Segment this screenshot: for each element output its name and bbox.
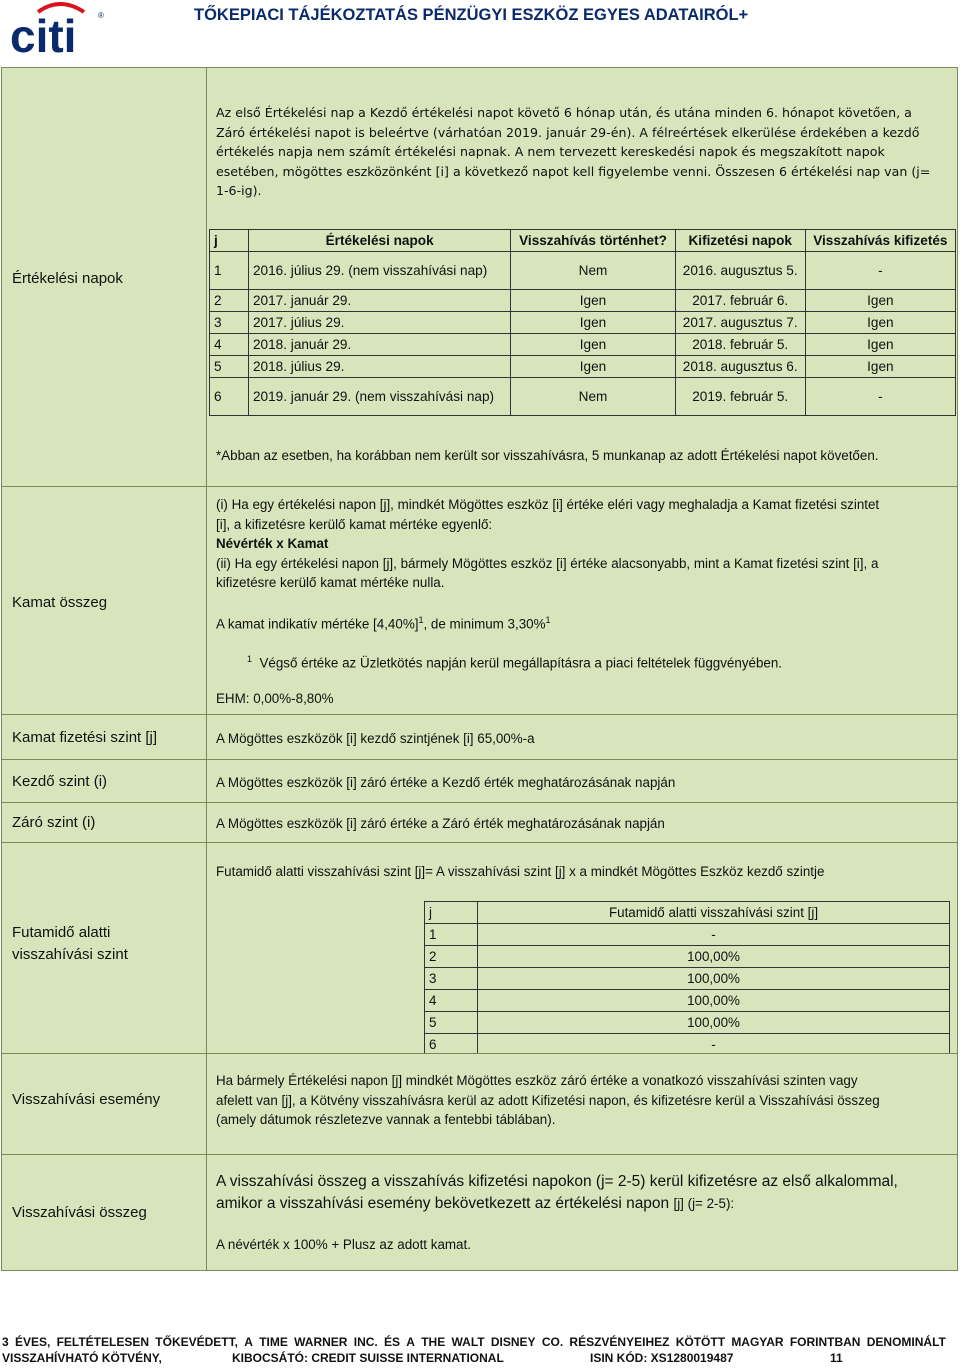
- table-row: 1 -: [425, 924, 950, 946]
- content-cell: [206, 67, 958, 487]
- valuation-table: [209, 229, 956, 416]
- page-title: TŐKEPIACI TÁJÉKOZTATÁS PÉNZÜGYI ESZKÖZ EGYES ADATAIRÓL+: [194, 6, 749, 24]
- table-header: j Értékelési napok Visszahívás történhet? Kifizetési napok Visszahívás kifizetés: [210, 230, 956, 252]
- label-kamat-osszeg: Kamat összeg: [12, 594, 108, 611]
- label-zaro-szint: Záró szint (i): [12, 814, 96, 831]
- table-row: 6 -: [425, 1034, 950, 1056]
- kamat-footnote: $^1$ Végső értéke az Üzletkötés napján kerül megállapításra a piaci feltételek függvényében.: [247, 654, 783, 671]
- visszahivasi-esemeny-text: Ha bármely Értékelési napon [j] mindkét Mögöttes eszköz záró értéke a vonatkozó visszahívási szinten vagy afelett van [j], a Kötvény visszahívásra kerül az adott Kifizetési napon, és kifizetésre kerül a Visszahívási összeg (amely dátumok részletezve vannak a fentebbi táblában).: [216, 1073, 880, 1127]
- zaro-szint-text: A Mögöttes eszközök [i] záró értéke a Záró érték meghatározásának napján: [216, 816, 665, 831]
- table-header: j Futamidő alatti visszahívási szint [j]: [425, 902, 950, 924]
- kamat-fizetesi-szint-text: A Mögöttes eszközök [i] kezdő szintjének [i] 65,00%-a: [216, 731, 535, 746]
- table-row: 5 100,00%: [425, 1012, 950, 1034]
- table-row: 3 2017. július 29. Igen 2017. augusztus 7. Igen: [210, 312, 956, 334]
- label-visszahivasi-esemeny: Visszahívási esemény: [12, 1091, 161, 1108]
- svg-text:citi: citi: [10, 10, 77, 56]
- label-visszahivasi-osszeg: Visszahívási összeg: [12, 1204, 147, 1221]
- visszahivasi-osszeg-formula: A névérték x 100% + Plusz az adott kamat.: [216, 1237, 471, 1252]
- label-cell: [1, 67, 207, 487]
- visszahivasi-osszeg-text: A visszahívási összeg a visszahívás kifizetési napokon (j= 2-5) kerül kifizetésre az első alkalommal, amikor a visszahívási esemény bekövetkezett az értékelési napon [j] (j= 2-5):: [216, 1173, 898, 1212]
- table-note: *Abban az esetben, ha korábban nem került sor visszahívásra, 5 munkanap az adott Értékelési napot követően.: [216, 448, 879, 463]
- label-ertekelesi-napok: Értékelési napok: [12, 270, 123, 287]
- label-kamat-fizetesi-szint: Kamat fizetési szint [j]: [12, 729, 158, 746]
- table-row: 6 2019. január 29. (nem visszahívási nap) Nem 2019. február 5. -: [210, 378, 956, 416]
- kezdo-szint-text: A Mögöttes eszközök [i] záró értéke a Kezdő érték meghatározásának napján: [216, 775, 676, 790]
- intro-paragraph: Az első Értékelési nap a Kezdő értékelési napot követő 6 hónap után, és utána minden 6. hónapot követően, a Záró értékelési napot is beleértve (várhatóan 2019. január 29-én). A félreértések elkerülése érdekében a kezdő értékelés napja nem számít értékelési napnak. A nem tervezett kereskedési napok és megszakított napok esetében, mögöttes eszközönként [i] a következő napot kell figyelembe venni. Összesen 6 értékelési nap van (j= 1-6-ig).: [216, 105, 931, 198]
- table-row: 5 2018. július 29. Igen 2018. augusztus 6. Igen: [210, 356, 956, 378]
- svg-text:®: ®: [98, 11, 104, 20]
- table-row: 2 2017. január 29. Igen 2017. február 6. Igen: [210, 290, 956, 312]
- futamido-text: Futamidő alatti visszahívási szint [j]= A visszahívási szint [j] x a mindkét Mögöttes Eszköz kezdő szintje: [216, 864, 825, 879]
- callback-level-table: [424, 901, 950, 1056]
- table-row: 2 100,00%: [425, 946, 950, 968]
- footer: 3 ÉVES, FELTÉTELESEN TŐKEVÉDETT, A TIME WARNER INC. ÉS A THE WALT DISNEY CO. RÉSZVÉNYEIHEZ KÖTÖTT MAGYAR FORINTBAN DENOMINÁLT VISSZAHÍVHATÓ KÖTVÉNY, KIBOCSÁTÓ: CREDIT SUISSE INTERNATIONAL ISIN KÓD: XS1280019487 11: [2, 1335, 946, 1365]
- table-row: 4 100,00%: [425, 990, 950, 1012]
- kamat-rate: A kamat indikatív mértéke $[4,40\%]^1$, de minimum 3,30%$^1$: [216, 615, 551, 632]
- label-futamido: Futamidő alatti visszahívási szint: [12, 924, 128, 963]
- ehm: EHM: 0,00%-8,80%: [216, 691, 334, 706]
- table-row: 4 2018. január 29. Igen 2018. február 5. Igen: [210, 334, 956, 356]
- citi-logo: [8, 0, 108, 56]
- kamat-paragraph: (i) Ha egy értékelési napon [j], mindkét Mögöttes eszköz [i] értéke eléri vagy meghaladja a Kamat fizetési szintet [i], a kifizetésre kerülő kamat mértéke egyenlő: Névérték x Kamat (ii) Ha egy értékelési napon [j], bármely Mögöttes eszköz [i] értéke alacsonyabb, mint a Kamat fizetési szint [i], a kifizetésre kerülő kamat mértéke nulla.: [216, 497, 880, 590]
- table-row: 1 2016. július 29. (nem visszahívási nap) Nem 2016. augusztus 5. -: [210, 252, 956, 290]
- table-row: 3 100,00%: [425, 968, 950, 990]
- label-kezdo-szint: Kezdő szint (i): [12, 773, 108, 790]
